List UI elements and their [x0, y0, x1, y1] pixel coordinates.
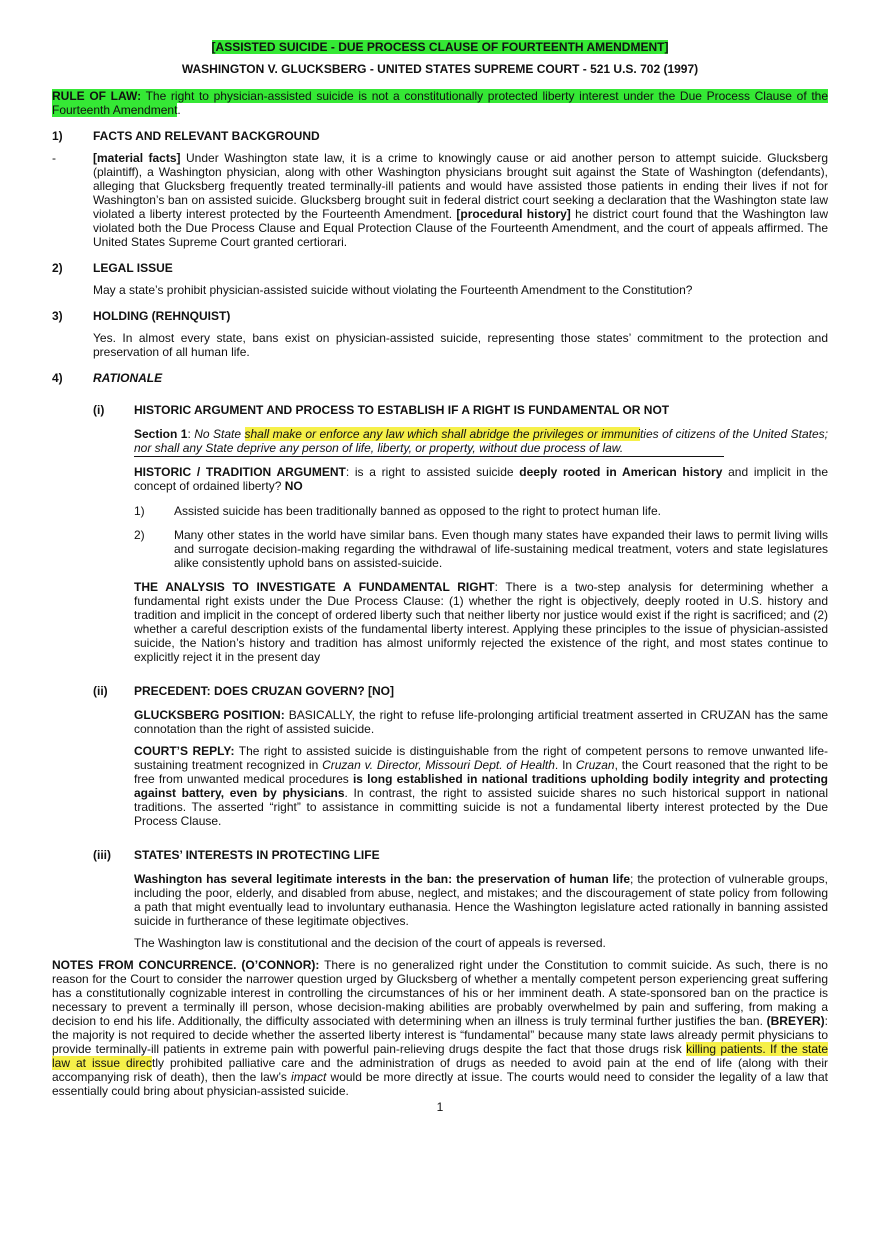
facts-text-1: Under Washington state law, it is a crime to knowingly cause or aid another person to attempt suicide. Glucksberg (plaintiff), a Washington physician, along with other Washington physicians brought suit against the State of Washington (defendants), alleging that Glucksberg frequently treated terminally-ill patients and would have assisted those patients in ending their lives if not for Washington’s ban on assisted suicide. Glucksberg brought suit in federal district court seeking a declaration that the Washington state law violated a liberty interest protected by the Fourteenth Amendment.: [93, 151, 828, 221]
states-interests-bold: Washington has several legitimate interests in the ban: the preservation of human life: [134, 872, 631, 886]
topic-heading-text: [ASSISTED SUICIDE - DUE PROCESS CLAUSE OF FOURTEENTH AMENDMENT]: [211, 40, 669, 54]
facts-paragraph: [52, 151, 828, 249]
glucksberg-position-text: BASICALLY, the right to refuse life-prolonging artificial treatment asserted in CRUZAN has the same connotation than the right of assisted suicide.: [134, 708, 828, 736]
concurrence-label: NOTES FROM CONCURRENCE. (O’CONNOR):: [52, 958, 320, 972]
facts-text-2: he district court found that the Washington law violated both the Due Process Clause and Equal Protection Clause of the Fourteenth Amendment, and the court of appeals affirmed. The United States Supreme Court granted certiorari.: [93, 207, 828, 249]
states-interests: [134, 872, 828, 928]
quote-highlight: shall make or enforce any law which shall abridge the privileges or immuni: [244, 427, 640, 441]
section-number: 1): [52, 129, 63, 143]
breyer-label: (BREYER): [766, 1014, 825, 1028]
concurrence-notes: [52, 958, 828, 1098]
legal-issue-text: May a state’s prohibit physician-assisted suicide without violating the Fourteenth Amendment to the Constitution?: [93, 283, 693, 297]
courts-reply-text: . In contrast, the right to assisted suicide shares no such historical support in national traditions. The asserted “right” to assistance in committing suicide is not a fundamental liberty interest protected by the Due Process Clause.: [134, 786, 828, 828]
case-citation: Cruzan: [575, 758, 615, 772]
rule-of-law-highlight: [52, 89, 828, 117]
courts-reply-bold: is long established in national traditions upholding bodily integrity and protecting against battery, even by physicians: [134, 772, 828, 800]
quote-pre: No State: [194, 427, 245, 441]
page-number: 1: [436, 1100, 444, 1114]
subsection-ii-heading: [93, 684, 828, 698]
courts-reply-label: COURT’S REPLY:: [134, 744, 235, 758]
topic-heading: [52, 40, 828, 54]
concurrence-text: tly prohibited palliative care and the administration of drugs as needed to avoid pain at the end of life (along with their accompanying risk of death), then the law’s: [52, 1056, 828, 1084]
analysis-paragraph: [134, 580, 828, 664]
quote-underline: [134, 456, 724, 457]
courts-reply: [134, 744, 828, 828]
subsection-title: PRECEDENT: DOES CRUZAN GOVERN? [NO]: [134, 684, 395, 698]
colon: :: [187, 427, 195, 441]
glucksberg-position-label: GLUCKSBERG POSITION:: [134, 708, 285, 722]
analysis-label: THE ANALYSIS TO INVESTIGATE A FUNDAMENTAL RIGHT: [134, 580, 495, 594]
concurrence-text: There is no generalized right under the Constitution to commit suicide. As such, there is no reason for the Court to consider the narrower question urged by Glucksberg of whether a mentally competent person experiencing great suffering has a constitutionally cognizable interest in controlling the circumstances of his or her imminent death. A state-sponsored ban on the practice is necessary to prevent a terminally ill person, whose decision-making abilities are probably overwhelmed by pain and suffering, from making a decision to end his life. Additionally, the difficulty associated with determining when an illness is truly terminal further justifies the ban.: [52, 958, 828, 1028]
subsection-iii-heading: [93, 848, 828, 862]
concurrence-text: : the majority is not required to decide whether the asserted liberty interest is “fundamental” because many state laws already permit physicians to provide terminally-ill patients in extreme pain with powerful pain-relieving drugs despite the fact that those drugs risk: [52, 1014, 828, 1056]
rule-of-law: [52, 89, 828, 117]
section-1-quote-text: [134, 427, 828, 455]
impact-word: impact: [291, 1070, 327, 1084]
section-1-label: Section 1: [134, 427, 188, 441]
conclusion: The Washington law is constitutional and the decision of the court of appeals is reversed.: [134, 936, 606, 950]
section-1-quote: [134, 427, 828, 455]
subsection-number: (iii): [93, 848, 111, 862]
glucksberg-position: [134, 708, 828, 736]
subsection-title: STATES’ INTERESTS IN PROTECTING LIFE: [134, 848, 380, 862]
courts-reply-text: The right to assisted suicide is distinguishable from the right of competent persons to remove unwanted life-sustaining treatment recognized in: [134, 744, 828, 772]
courts-reply-text: . In: [554, 758, 576, 772]
rule-of-law-period: .: [177, 103, 181, 117]
states-interests-text: ; the protection of vulnerable groups, including the poor, elderly, and disabled from abuse, neglect, and mistakes; and the discouragement of state policy from following a path that might eventually lead to involuntary euthanasia. Hence the Washington legislature acted rationally in banning assisted suicide in furtherance of these legitimate objectives.: [134, 872, 829, 928]
section-title: LEGAL ISSUE: [93, 261, 173, 275]
case-citation: Cruzan v. Director, Missouri Dept. of Health: [322, 758, 555, 772]
rule-of-law-text: The right to physician-assisted suicide is not a constitutionally protected liberty interest under the Due Process Clause of the Fourteenth Amendment: [52, 89, 829, 117]
rule-of-law-label: RULE OF LAW:: [52, 89, 142, 103]
historic-argument-bold: deeply rooted in American history: [519, 465, 723, 479]
subsection-number: (ii): [93, 684, 108, 698]
historic-argument-end: and implicit in the concept of ordained liberty?: [134, 465, 828, 493]
holding-text: Yes. In almost every state, bans exist on physician-assisted suicide, representing those states’ commitment to the protection and preservation of all human life.: [93, 331, 828, 359]
section-number: 3): [52, 309, 63, 323]
list-item: [134, 528, 828, 570]
section-number: 4): [52, 371, 63, 385]
list-item: [134, 504, 828, 518]
section-2-heading: [52, 261, 828, 275]
historic-argument: [134, 465, 828, 493]
bullet-dash: -: [52, 151, 56, 165]
concurrence-highlight: killing patients. If the state law at issue direc: [52, 1042, 829, 1070]
list-item-text: Many other states in the world have similar bans. Even though many states have expanded their laws to permit living wills and surrogate decision-making regarding the withdrawal of life-sustaining medical treatment, voters and state legislatures alike consistently uphold bans on assisted-suicide.: [174, 528, 828, 570]
analysis-text: : There is a two-step analysis for determining whether a fundamental right exists under the Due Process Clause: (1) whether the right is objectively, deeply rooted in U.S. history and tradition and implicit in the concept of ordered liberty such that neither liberty nor justice would exist if the right is sacrificed; and (2) whether a careful description exists of the fundamental liberty interest. Applying these principles to the issue of physician-assisted suicide, the Nation’s history and tradition has almost uniformly rejected the existence of the right, and most states continue to explicitly reject it in the present day: [134, 580, 828, 664]
historic-argument-label: HISTORIC / TRADITION ARGUMENT: [134, 465, 346, 479]
subsection-title: HISTORIC ARGUMENT AND PROCESS TO ESTABLISH IF A RIGHT IS FUNDAMENTAL OR NOT: [134, 403, 670, 417]
quote-post: ties of citizens of the United States; nor shall any State deprive any person of life, liberty, or property, without due process of law.: [134, 427, 829, 455]
section-title: HOLDING (REHNQUIST): [93, 309, 231, 323]
material-facts-tag: [material facts]: [93, 151, 181, 165]
section-title: FACTS AND RELEVANT BACKGROUND: [93, 129, 320, 143]
courts-reply-text: , the Court reasoned that the right to be free from unwanted medical procedures: [134, 758, 829, 786]
procedural-history-tag: [procedural history]: [456, 207, 571, 221]
case-title: WASHINGTON V. GLUCKSBERG - UNITED STATES SUPREME COURT - 521 U.S. 702 (1997): [181, 62, 699, 76]
list-item-number: 2): [134, 528, 145, 542]
section-3-heading: [52, 309, 828, 323]
section-4-heading: [52, 371, 828, 385]
list-item-number: 1): [134, 504, 145, 518]
subsection-number: (i): [93, 403, 105, 417]
facts-text: [93, 151, 828, 249]
concurrence-text: would be more directly at issue. The courts would need to consider the legality of a law that essentially could bring about physician-assisted suicide.: [52, 1070, 828, 1098]
subsection-i-heading: [93, 403, 828, 417]
list-item-text: Assisted suicide has been traditionally banned as opposed to the right to protect human life.: [174, 504, 661, 518]
historic-argument-answer: NO: [284, 479, 303, 493]
historic-argument-text: : is a right to assisted suicide: [345, 465, 520, 479]
section-title: RATIONALE: [93, 371, 163, 385]
section-number: 2): [52, 261, 63, 275]
document-page: [52, 40, 828, 1098]
section-1-heading: [52, 129, 828, 143]
